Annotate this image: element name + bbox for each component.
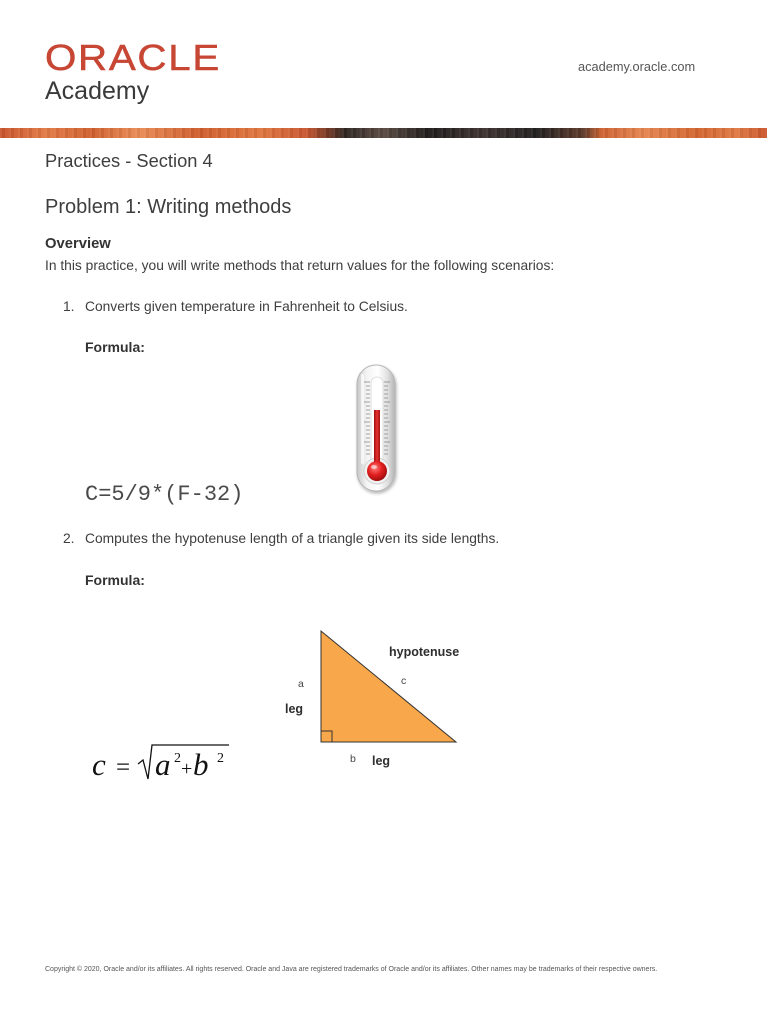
website-url: academy.oracle.com <box>578 59 696 74</box>
fahrenheit-to-celsius-formula: C=5/9*(F-32) <box>85 482 244 507</box>
list-number: 1. <box>63 299 75 314</box>
formula-second-term: b <box>193 747 209 782</box>
thermometer-bulb <box>367 461 387 481</box>
list-number: 2. <box>63 531 75 546</box>
formula-label: Formula: <box>85 572 145 588</box>
formula-result: c <box>92 747 106 782</box>
oracle-logo: ORACLE <box>45 37 221 78</box>
thermometer-highlight <box>361 374 364 464</box>
formula-label: Formula: <box>85 339 145 355</box>
pythagorean-formula <box>85 735 235 787</box>
overview-text: In this practice, you will write methods that return values for the following scenarios: <box>45 258 555 273</box>
overview-heading: Overview <box>45 236 111 252</box>
problem-title: Problem 1: Writing methods <box>45 196 292 218</box>
copyright-notice: Copyright © 2020, Oracle and/or its affiliates. All rights reserved. Oracle and Java are registered trademarks of Oracle and/or its affiliates. Other names may be trademarks of their respective owners. <box>45 966 658 973</box>
vertical-side-symbol: a <box>298 678 304 690</box>
task-description: Converts given temperature in Fahrenheit to Celsius. <box>85 299 408 314</box>
thermometer-icon <box>350 360 402 496</box>
horizontal-side-symbol: b <box>350 753 356 765</box>
thermometer-bulb-highlight <box>371 465 377 469</box>
hypotenuse-label: hypotenuse <box>389 645 460 659</box>
vertical-leg-label: leg <box>285 702 304 716</box>
task-description: Computes the hypotenuse length of a triangle given its side lengths. <box>85 531 500 546</box>
right-triangle-diagram <box>275 625 470 775</box>
formula-first-exponent: 2 <box>174 751 181 766</box>
formula-operator: + <box>181 758 193 780</box>
decorative-banner <box>0 128 767 138</box>
hypotenuse-symbol: c <box>401 675 407 687</box>
thermometer-mercury-column <box>374 410 380 466</box>
formula-second-exponent: 2 <box>217 751 224 766</box>
section-title: Practices - Section 4 <box>45 150 213 171</box>
logo-subtitle: Academy <box>45 77 150 105</box>
formula-equals: = <box>116 754 131 781</box>
formula-first-term: a <box>155 747 171 782</box>
horizontal-leg-label: leg <box>372 754 391 768</box>
